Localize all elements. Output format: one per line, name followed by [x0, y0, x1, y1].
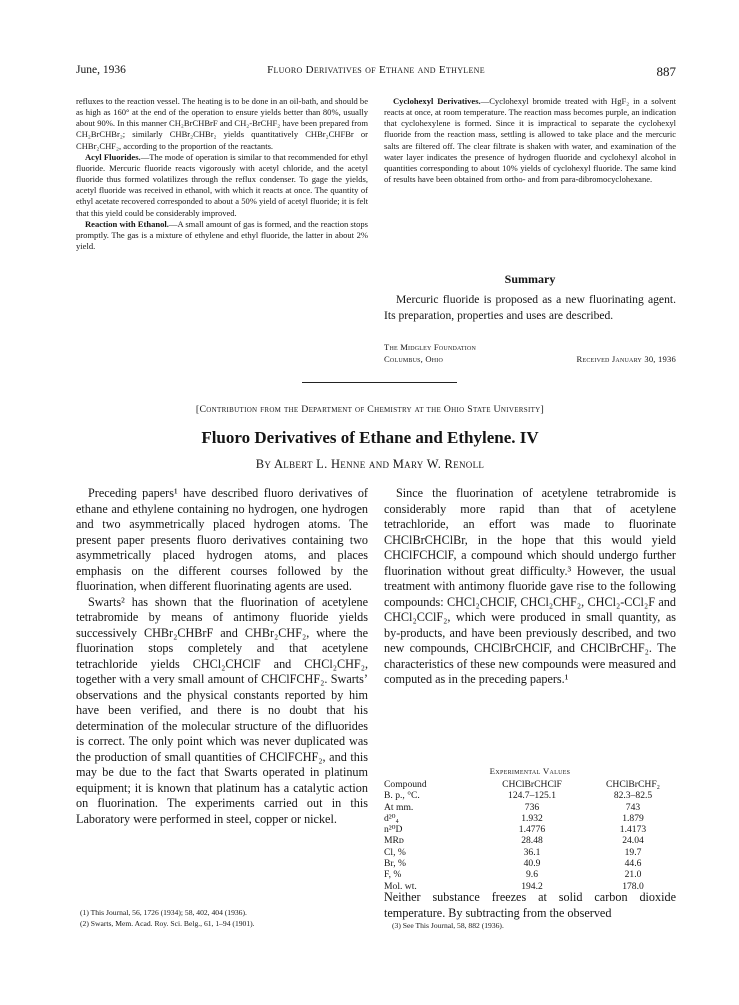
paragraph-text: —A small amount of gas is formed, and the reaction stops promptly. The gas is a mixture of ethylene and ethyl fluoride, the latter in about 2% yield. [76, 218, 369, 252]
table-cell: Compound [384, 779, 427, 790]
article-title: Fluoro Derivatives of Ethane and Ethylene. IV [201, 428, 539, 447]
affiliation-block [384, 342, 676, 365]
table-row [384, 858, 678, 869]
table-row [384, 835, 678, 846]
footnotes-right [392, 921, 682, 932]
experimental-values-table [384, 779, 678, 892]
paragraph: Since the fluorination of acetylene tetrabromide is considerably more rapid than that of acetylene tetrachloride, an effort was made to fluorinate CHClBrCHClBr, in the hope that this would yield CHClFCHClF, a compound which should undergo further fluorination without great difficulty.³ However, the usual treatment with antimony fluoride gave rise to the following compounds: CHCl₂CHClF, CHCl₂CHF₂, CHCl₂-CCl₂F and CHCl₂CClF₂, which were produced in small quantity, as by-products, and have been previously described, and two new compounds, CHClBrCHClF, and CHClBrCHF₂. The characteristics of these new compounds were measured and computed as in the preceding papers.¹ [384, 486, 676, 686]
table-cell: CHClBrCHClF [502, 779, 562, 790]
table-cell: 1.4776 [518, 824, 546, 836]
table-cell: Cl, % [384, 846, 406, 858]
summary-text [384, 292, 676, 323]
table-cell: Mol. wt. [384, 880, 417, 892]
table-cell: 124.7–125.1 [508, 790, 556, 802]
header-date: June, 1936 [76, 64, 126, 76]
table-cell: B. p., °C. [384, 790, 420, 802]
table-cell: 21.0 [624, 869, 642, 881]
run-in-heading: Acyl Fluorides. [85, 151, 141, 162]
previous-article-right-column [384, 96, 676, 185]
table-header-row [384, 779, 678, 790]
contribution-line: [Contribution from the Department of Chemistry at the Ohio State University] [195, 404, 545, 415]
table-cell: At mm. [384, 801, 414, 813]
table-cell: MRᴅ [384, 835, 404, 847]
received-date: Received January 30, 1936 [576, 353, 676, 364]
table-cell: 82.3–82.5 [613, 790, 653, 802]
paragraph [76, 219, 368, 252]
footnote: (3) See This Journal, 58, 882 (1936). [392, 921, 504, 930]
table-cell: 9.6 [526, 869, 538, 881]
table-cell: 40.9 [523, 858, 541, 870]
footnote: (1) This Journal, 56, 1726 (1934); 58, 402, 404 (1936). [80, 908, 247, 917]
article-left-column [76, 486, 368, 827]
table-cell: 24.04 [622, 835, 644, 847]
table-cell: 19.7 [624, 846, 642, 858]
table-cell: 1.932 [521, 812, 543, 824]
table-row [384, 824, 678, 835]
paragraph: Preceding papers¹ have described fluoro derivatives of ethane and ethylene containing no hydrogen, one hydrogen and two asymmetrically placed hydrogen atoms. The present paper presents fluoro derivatives containing two asymmetrically placed hydrogen atoms, and places emphasis on the different courses followed by the fluorination, when different fluorinating agents are used. [76, 486, 368, 593]
table-cell: Br, % [384, 858, 406, 870]
table-row [384, 869, 678, 880]
page-number: 887 [656, 64, 676, 79]
table-cell: 36.1 [523, 846, 541, 858]
running-header [76, 64, 676, 80]
run-in-heading: Reaction with Ethanol. [85, 218, 169, 229]
paragraph-text: —The mode of operation is similar to that recommended for ethyl fluoride. Mercuric fluoride reacts vigorously with acetyl chloride, and the acetyl fluoride thus formed volatilizes through the reflux condenser. To gage the yields, acetyl fluoride was received in ethanol, with which it reacts at once. The quantity of ethyl acetate recovered corresponded to about a 50% yield of acetyl fluoride; it is felt that this yield could be considerably improved. [76, 151, 368, 218]
table-cell: n²⁰D [384, 824, 403, 836]
summary-heading: Summary [504, 272, 556, 286]
table-cell: F, % [384, 869, 402, 881]
table-cell: 1.879 [622, 812, 644, 824]
paragraph: refluxes to the reaction vessel. The heating is to be done in an oil-bath, and should be as high as 160° at the end of the operation to ensure yields better than 80%, usually about 90%. In this manner CH₂BrCHBrF and CH₂-BrCHF₂ have been prepared from CH₂BrCHBr₂; similarly CHBr₂CHBr₂ yields quantitatively CHBr₂CHFBr or CHBr₂CHF₂, according to the proportion of the reactants. [76, 96, 368, 151]
previous-article-left-column [76, 96, 368, 252]
affiliation-city: Columbus, Ohio [384, 353, 444, 364]
table-cell: 194.2 [521, 880, 543, 892]
table-cell: 743 [625, 801, 641, 813]
table-cell: d²⁰₄ [384, 812, 399, 824]
table-row [384, 802, 678, 813]
post-table-text: Neither substance freezes at solid carbon dioxide temperature. By subtracting from the observed [384, 890, 676, 920]
paragraph [384, 96, 676, 185]
article-right-column [384, 486, 676, 688]
footnote: (2) Swarts, Mem. Acad. Roy. Sci. Belg., 61, 1–94 (1901). [80, 918, 255, 928]
paragraph: Mercuric fluoride is proposed as a new fluorinating agent. Its preparation, properties and uses are described. [384, 293, 676, 322]
experimental-values-heading: Experimental Values [489, 766, 571, 776]
table-cell: 28.48 [521, 835, 543, 847]
affiliation-row [384, 354, 676, 366]
table-row [384, 790, 678, 801]
run-in-heading: Cyclohexyl Derivatives. [393, 96, 481, 106]
table-row [384, 847, 678, 858]
table-cell: 1.4173 [619, 824, 647, 836]
affiliation-name: The Midgley Foundation [384, 342, 477, 352]
paragraph-text: —Cyclohexyl bromide treated with HgF₂ in a solvent reacts at once, at room temperature. The reaction mass becomes purple, an indication that cyclohexylene is formed. Since it is impractical to separate the cyclohexyl fluoride from the reaction mass, settling is allowed to take place and the mercuric salts are filtered off. The clear filtrate is shaken with water, and examination of the water layer indicates the presence of hydrogen fluoride and cyclohexyl alcohol in quantities corresponding to about 10% yields of cyclohexyl fluoride. The same kind of results have been obtained from ortho- and from para-dibromocyclohexane. [384, 96, 676, 185]
footnotes-left [80, 908, 370, 929]
table-cell: 736 [524, 801, 540, 813]
article-authors: By Albert L. Henne and Mary W. Renoll [255, 457, 485, 471]
table-cell: 44.6 [624, 858, 642, 870]
section-divider [302, 382, 457, 383]
table-row [384, 813, 678, 824]
table-cell: CHClBrCHF₂ [606, 779, 660, 790]
paragraph [76, 152, 368, 219]
running-title: Fluoro Derivatives of Ethane and Ethylene [267, 64, 485, 76]
paragraph: Swarts² has shown that the fluorination of acetylene tetrabromide by means of antimony fluoride yields successively CHBr₂CHBrF and CHBr₂CHF₂, where the fluorination stops completely and that acetylene tetrachloride yields CHCl₂CHClF and CHCl₂CHF₂, together with a very small amount of CHClFCHF₂. Swarts’ observations and the physical constants reported by him have been verified, and there is no doubt that his determination of the molecular structure of the difluorides is correct. The only point which was never duplicated was the production of small quantities of CHClFCHF₂, and this may be due to the fact that Swarts operated in platinum equipment; it is known that platinum has a catalytic action on fluorination. The experiments carried out in this Laboratory were performed in steel, copper or nickel. [76, 594, 368, 826]
table-cell: 178.0 [622, 880, 644, 892]
